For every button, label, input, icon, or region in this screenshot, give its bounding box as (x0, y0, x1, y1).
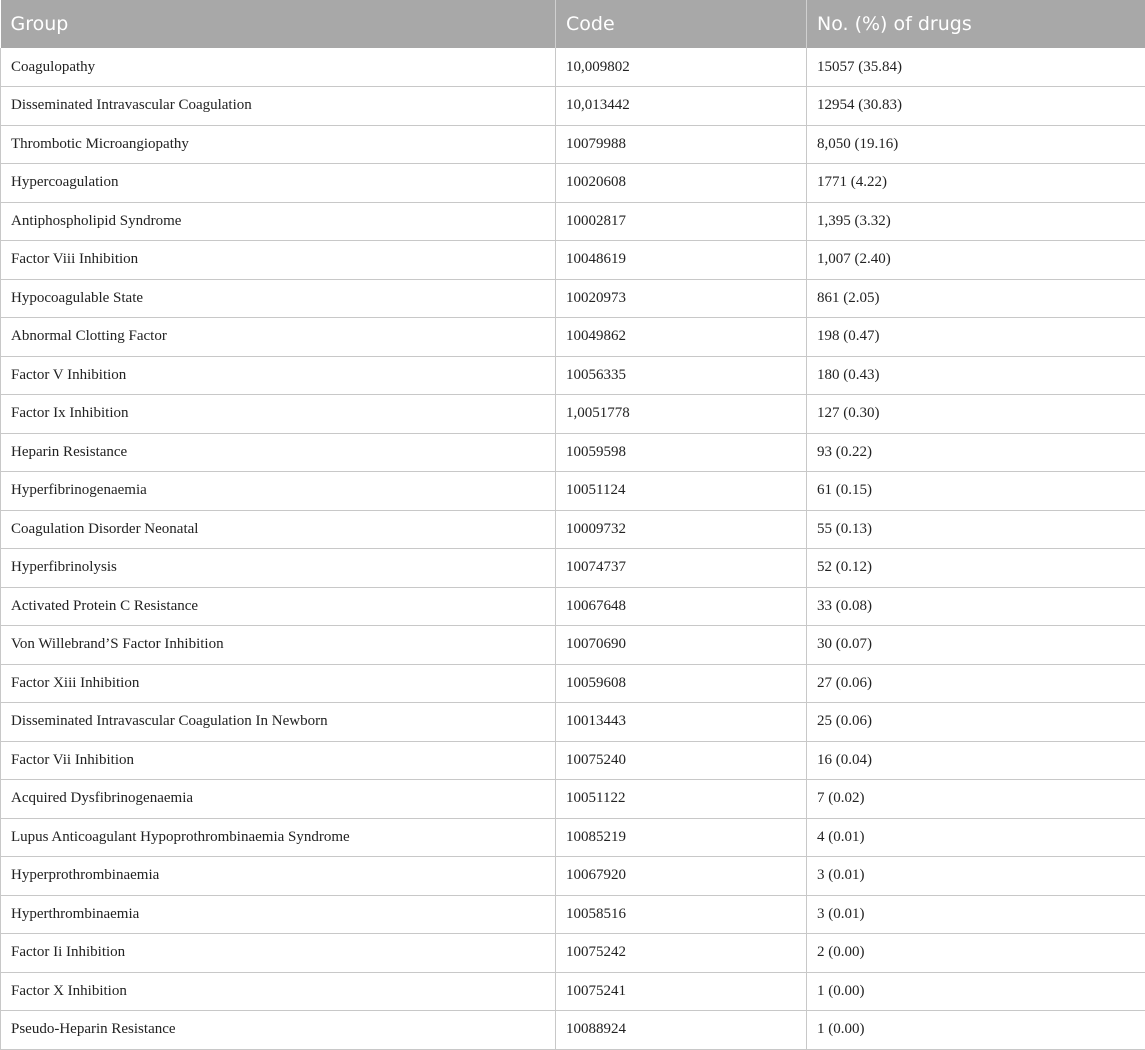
table-row (1, 549, 1145, 588)
group-cell: Pseudo-Heparin Resistance (1, 1011, 556, 1050)
drug-count-cell: 861 (2.05) (807, 279, 1145, 318)
code-cell: 10075241 (556, 972, 807, 1011)
group-cell: Disseminated Intravascular Coagulation (1, 87, 556, 126)
code-cell: 10085219 (556, 818, 807, 857)
code-cell: 10079988 (556, 125, 807, 164)
drug-count-cell: 12954 (30.83) (807, 87, 1145, 126)
table-row (1, 934, 1145, 973)
group-cell: Hypercoagulation (1, 164, 556, 203)
drug-count-cell: 2 (0.00) (807, 934, 1145, 973)
drug-count-cell: 30 (0.07) (807, 626, 1145, 665)
drug-count-cell: 180 (0.43) (807, 356, 1145, 395)
code-cell: 10051124 (556, 472, 807, 511)
table-row (1, 780, 1145, 819)
code-cell: 10056335 (556, 356, 807, 395)
group-cell: Factor Xiii Inhibition (1, 664, 556, 703)
group-cell: Thrombotic Microangiopathy (1, 125, 556, 164)
drug-count-cell: 8,050 (19.16) (807, 125, 1145, 164)
drug-count-cell: 3 (0.01) (807, 895, 1145, 934)
code-cell: 10074737 (556, 549, 807, 588)
table-row (1, 703, 1145, 742)
drug-count-cell: 61 (0.15) (807, 472, 1145, 511)
drug-count-cell: 3 (0.01) (807, 857, 1145, 896)
group-cell: Hyperthrombinaemia (1, 895, 556, 934)
table-row (1, 279, 1145, 318)
table-row (1, 818, 1145, 857)
table-row (1, 895, 1145, 934)
code-cell: 10070690 (556, 626, 807, 665)
table-row (1, 433, 1145, 472)
code-cell: 10059598 (556, 433, 807, 472)
table-row (1, 664, 1145, 703)
code-cell: 10013443 (556, 703, 807, 742)
group-cell: Hyperprothrombinaemia (1, 857, 556, 896)
code-cell: 10075240 (556, 741, 807, 780)
group-cell: Hypocoagulable State (1, 279, 556, 318)
drug-count-cell: 25 (0.06) (807, 703, 1145, 742)
table-row (1, 510, 1145, 549)
code-cell: 10048619 (556, 241, 807, 280)
table-row (1, 472, 1145, 511)
drug-count-cell: 7 (0.02) (807, 780, 1145, 819)
group-cell: Coagulation Disorder Neonatal (1, 510, 556, 549)
code-cell: 10067920 (556, 857, 807, 896)
drug-count-cell: 1,395 (3.32) (807, 202, 1145, 241)
table-row (1, 164, 1145, 203)
group-cell: Heparin Resistance (1, 433, 556, 472)
drug-count-cell: 1,007 (2.40) (807, 241, 1145, 280)
group-cell: Von Willebrand’S Factor Inhibition (1, 626, 556, 665)
code-cell: 10051122 (556, 780, 807, 819)
table-header (1, 0, 1145, 48)
code-cell: 10075242 (556, 934, 807, 973)
code-cell: 10058516 (556, 895, 807, 934)
table-row (1, 857, 1145, 896)
group-cell: Hyperfibrinogenaemia (1, 472, 556, 511)
group-cell: Factor Vii Inhibition (1, 741, 556, 780)
group-cell: Factor Ii Inhibition (1, 934, 556, 973)
table-row (1, 356, 1145, 395)
header-row (1, 0, 1145, 48)
group-cell: Factor V Inhibition (1, 356, 556, 395)
code-cell: 10049862 (556, 318, 807, 357)
table-row (1, 125, 1145, 164)
group-cell: Factor Viii Inhibition (1, 241, 556, 280)
drug-count-cell: 16 (0.04) (807, 741, 1145, 780)
drug-count-cell: 93 (0.22) (807, 433, 1145, 472)
group-cell: Disseminated Intravascular Coagulation In Newborn (1, 703, 556, 742)
code-cell: 10020608 (556, 164, 807, 203)
group-cell: Hyperfibrinolysis (1, 549, 556, 588)
table-row (1, 395, 1145, 434)
table-row (1, 741, 1145, 780)
group-cell: Factor X Inhibition (1, 972, 556, 1011)
code-cell: 10009732 (556, 510, 807, 549)
code-cell: 10020973 (556, 279, 807, 318)
group-cell: Factor Ix Inhibition (1, 395, 556, 434)
table-body (1, 48, 1145, 1049)
drug-count-cell: 55 (0.13) (807, 510, 1145, 549)
drug-count-cell: 1 (0.00) (807, 972, 1145, 1011)
column-header-code: Code (556, 0, 807, 48)
table-row (1, 202, 1145, 241)
drug-count-cell: 15057 (35.84) (807, 48, 1145, 87)
drug-count-cell: 52 (0.12) (807, 549, 1145, 588)
group-cell: Acquired Dysfibrinogenaemia (1, 780, 556, 819)
drug-count-cell: 33 (0.08) (807, 587, 1145, 626)
group-cell: Lupus Anticoagulant Hypoprothrombinaemia Syndrome (1, 818, 556, 857)
drug-count-cell: 1771 (4.22) (807, 164, 1145, 203)
drug-count-cell: 1 (0.00) (807, 1011, 1145, 1050)
code-cell: 10088924 (556, 1011, 807, 1050)
column-header-drug-count: No. (%) of drugs (807, 0, 1145, 48)
column-header-group: Group (1, 0, 556, 48)
drug-count-cell: 4 (0.01) (807, 818, 1145, 857)
table-row (1, 241, 1145, 280)
group-cell: Coagulopathy (1, 48, 556, 87)
group-cell: Activated Protein C Resistance (1, 587, 556, 626)
drug-count-cell: 198 (0.47) (807, 318, 1145, 357)
table-row (1, 87, 1145, 126)
table-row (1, 587, 1145, 626)
group-cell: Antiphospholipid Syndrome (1, 202, 556, 241)
code-cell: 10059608 (556, 664, 807, 703)
code-cell: 10002817 (556, 202, 807, 241)
table-row (1, 48, 1145, 87)
table-row (1, 318, 1145, 357)
table-row (1, 626, 1145, 665)
drug-count-cell: 27 (0.06) (807, 664, 1145, 703)
drug-count-cell: 127 (0.30) (807, 395, 1145, 434)
group-cell: Abnormal Clotting Factor (1, 318, 556, 357)
code-cell: 10,013442 (556, 87, 807, 126)
code-cell: 10,009802 (556, 48, 807, 87)
code-cell: 10067648 (556, 587, 807, 626)
table-row (1, 972, 1145, 1011)
table-row (1, 1011, 1145, 1050)
code-cell: 1,0051778 (556, 395, 807, 434)
